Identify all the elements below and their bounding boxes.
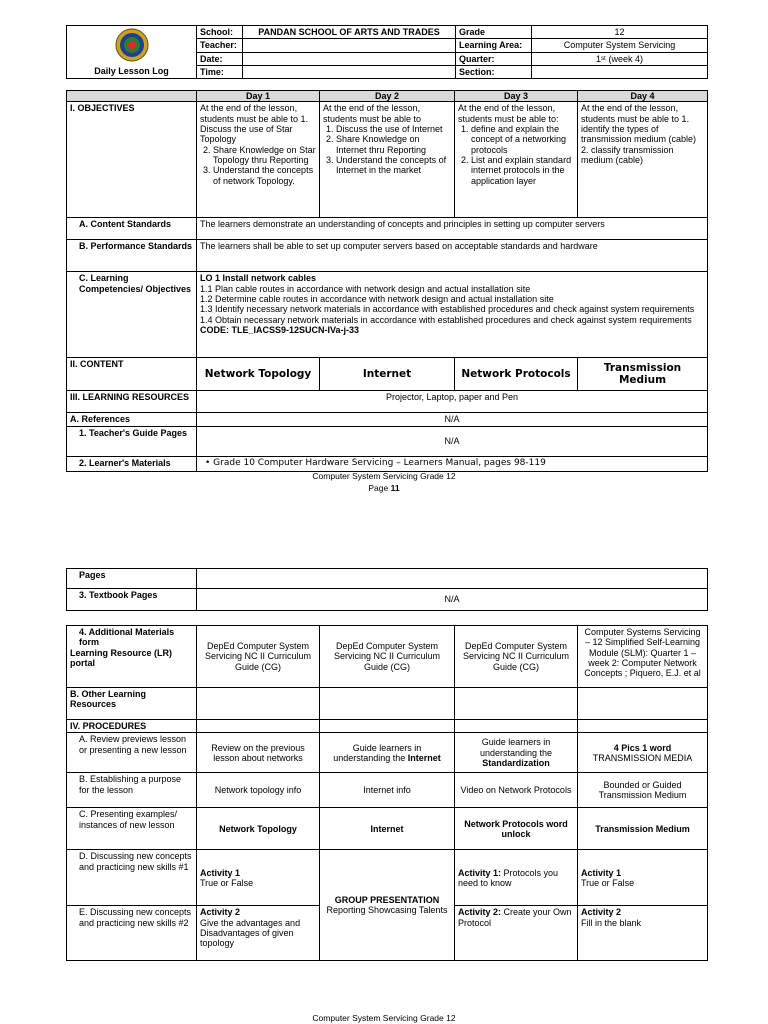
footer-text: Computer System Servicing Grade 12 [312, 471, 456, 481]
review-day4-text: TRANSMISSION MEDIA [592, 752, 693, 763]
list-item: 1. define and explain the concept of a networking protocols [471, 124, 574, 155]
competencies-row [67, 272, 708, 358]
day4-objectives-intro: At the end of the lesson, students must be able to 1. identify the types of transmission medium (cable) [581, 103, 697, 145]
references-row [67, 413, 708, 426]
day3-objectives [455, 102, 578, 218]
section-value [532, 66, 708, 79]
review-day3 [455, 733, 578, 773]
empty-cell [455, 688, 578, 720]
resources-label: III. LEARNING RESOURCES [67, 391, 197, 413]
lesson-table-page2 [66, 625, 708, 961]
list-item: 3. Understand the concepts of network Topology. [213, 165, 316, 186]
discuss1-day1-text: True or False [200, 877, 254, 888]
discuss2-day1-text: Give the advantages and Disadvantages of given topology [200, 917, 301, 949]
purpose-row [67, 773, 708, 808]
day4-objectives-item: 2. classify transmission medium (cable) [581, 144, 674, 166]
references-value: N/A [197, 413, 708, 426]
textbook-value: N/A [197, 589, 708, 611]
additional-materials-label-b: Learning Resource (LR) portal [70, 647, 173, 669]
teachers-guide-row [67, 426, 708, 456]
discuss2-day3-bold: Activity 2: [458, 907, 502, 918]
grade-value: 12 [532, 26, 708, 39]
group-presentation-text: Reporting Showcasing Talents [326, 905, 448, 916]
additional-day1: DepEd Computer System Servicing NC II Curriculum Guide (CG) [197, 626, 320, 688]
purpose-day2: Internet info [320, 773, 455, 808]
competency-item: 1.1 Plan cable routes in accordance with network design and actual installation site [200, 283, 531, 294]
competency-item: 1.3 Identify necessary network materials in accordance with established procedures and check against system requirements [200, 304, 695, 315]
discuss2-day4-bold: Activity 2 [581, 907, 622, 918]
performance-standards-label: B. Performance Standards [67, 240, 197, 272]
school-value: PANDAN SCHOOL OF ARTS AND TRADES [243, 26, 456, 39]
additional-materials-label [67, 626, 197, 688]
teacher-value [243, 39, 456, 52]
deped-seal-icon [114, 28, 150, 62]
day1-objectives-intro: At the end of the lesson, students must be able to 1. Discuss the use of Star Topology [200, 103, 309, 145]
school-label: School: [197, 26, 243, 39]
content-standards-row [67, 218, 708, 240]
day4-objectives [578, 102, 708, 218]
competency-title: LO 1 Install network cables [200, 273, 317, 284]
discuss1-day3-text: Protocols you need to know [458, 867, 559, 888]
other-resources-row [67, 688, 708, 720]
content-row [67, 358, 708, 391]
topic-day4: Transmission Medium [578, 358, 708, 391]
discuss1-day4-text: True or False [581, 877, 635, 888]
review-day3-pre: Guide learners in understanding the [479, 737, 553, 758]
content-standards-text: The learners demonstrate an understanding of concepts and principles in setting up computer servers [197, 218, 708, 240]
performance-standards-text: The learners shall be able to set up computer servers based on acceptable standards and hardware [197, 240, 708, 272]
grade-label: Grade [456, 26, 532, 39]
review-day2 [320, 733, 455, 773]
teachers-guide-label: 1. Teacher's Guide Pages [67, 426, 197, 456]
discuss1-day4-bold: Activity 1 [581, 867, 622, 878]
empty-cell [578, 688, 708, 720]
empty-cell [197, 720, 320, 733]
review-row [67, 733, 708, 773]
group-presentation-title: GROUP PRESENTATION [334, 895, 440, 905]
content-standards-label: A. Content Standards [67, 218, 197, 240]
purpose-day1: Network topology info [197, 773, 320, 808]
empty-cell [578, 720, 708, 733]
empty-cell [320, 688, 455, 720]
date-value [243, 52, 456, 65]
review-day1: Review on the previous lesson about networks [197, 733, 320, 773]
discuss1-day1 [197, 850, 320, 906]
logo-cell [67, 26, 197, 79]
discuss2-day4-text: Fill in the blank [581, 917, 642, 928]
day2-header: Day 2 [320, 91, 455, 102]
learners-materials-value: • Grade 10 Computer Hardware Servicing – Learners Manual, pages 98-119 [197, 456, 708, 471]
content-label: II. CONTENT [67, 358, 197, 391]
pages-value [197, 569, 708, 589]
resources-row [67, 391, 708, 413]
day3-header: Day 3 [455, 91, 578, 102]
purpose-day3: Video on Network Protocols [455, 773, 578, 808]
area-value: Computer System Servicing [532, 39, 708, 52]
topic-day3: Network Protocols [455, 358, 578, 391]
day4-header: Day 4 [578, 91, 708, 102]
page-label: Page [368, 482, 389, 493]
day1-objectives [197, 102, 320, 218]
list-item: 2. Share Knowledge on Star Topology thru Reporting [213, 145, 316, 166]
learners-materials-label: 2. Learner's Materials [67, 456, 197, 471]
discuss1-row [67, 850, 708, 906]
discuss1-label: D. Discussing new concepts and practicing new skills #1 [67, 850, 197, 906]
pages-label: Pages [67, 569, 197, 589]
empty-cell [197, 688, 320, 720]
teachers-guide-value: N/A [197, 426, 708, 456]
additional-day4: Computer Systems Servicing – 12 Simplified Self-Learning Module (SLM): Quarter 1 – week 2: Computer Network Concepts ; Piquero, E.J. et al [578, 626, 708, 688]
page1-footer [0, 472, 768, 494]
topic-day1: Network Topology [197, 358, 320, 391]
day-header-row [67, 91, 708, 102]
purpose-day4: Bounded or Guided Transmission Medium [578, 773, 708, 808]
examples-label: C. Presenting examples/ instances of new lesson [67, 808, 197, 850]
review-day2-pre: Guide learners in understanding the [333, 742, 422, 763]
page-value: 11 [390, 482, 400, 493]
empty-cell [320, 720, 455, 733]
objectives-row [67, 102, 708, 218]
examples-day1: Network Topology [197, 808, 320, 850]
competency-code: CODE: TLE_IACSS9-12SUCN-IVa-j-33 [200, 325, 360, 336]
discuss2-day4 [578, 906, 708, 961]
competencies-label: C. Learning Competencies/ Objectives [67, 272, 197, 358]
competencies-text [197, 272, 708, 358]
list-item: 1. Discuss the use of Internet [336, 124, 451, 134]
examples-day2: Internet [320, 808, 455, 850]
additional-materials-label-a: 4. Additional Materials form [79, 627, 175, 648]
discuss2-day3-text: Create your Own Protocol [458, 907, 572, 928]
discuss1-day1-bold: Activity 1 [200, 867, 241, 878]
list-item: 3. Understand the concepts of Internet in the market [336, 155, 451, 176]
discuss2-day3 [455, 906, 578, 961]
performance-standards-row [67, 240, 708, 272]
group-presentation [320, 850, 455, 961]
time-label: Time: [197, 66, 243, 79]
review-label: A. Review previews lesson or presenting a new lesson [67, 733, 197, 773]
date-label: Date: [197, 52, 243, 65]
resources-value: Projector, Laptop, paper and Pen [197, 391, 708, 413]
corner-cell [67, 91, 197, 102]
discuss2-day1-bold: Activity 2 [200, 907, 241, 918]
purpose-label: B. Establishing a purpose for the lesson [67, 773, 197, 808]
lesson-table-page2-top [66, 568, 708, 611]
review-day3-bold: Standardization [482, 758, 550, 769]
objectives-label: I. OBJECTIVES [67, 102, 197, 218]
review-day4-bold: 4 Pics 1 word [613, 742, 672, 753]
time-value [243, 66, 456, 79]
discuss2-day1 [197, 906, 320, 961]
examples-row [67, 808, 708, 850]
discuss1-day3 [455, 850, 578, 906]
discuss1-day4 [578, 850, 708, 906]
procedures-row [67, 720, 708, 733]
list-item: 2. List and explain standard internet protocols in the application layer [471, 155, 574, 186]
other-resources-label: B. Other Learning Resources [67, 688, 197, 720]
list-item: 2. Share Knowledge on Internet thru Reporting [336, 134, 451, 155]
references-label: A. References [67, 413, 197, 426]
additional-materials-row [67, 626, 708, 688]
header-table [66, 25, 708, 79]
area-label: Learning Area: [456, 39, 532, 52]
quarter-value: 1ˢᵗ (week 4) [532, 52, 708, 65]
examples-day4: Transmission Medium [578, 808, 708, 850]
competency-item: 1.2 Determine cable routes in accordance with network design and actual installation site [200, 294, 554, 305]
day2-objectives [320, 102, 455, 218]
competency-item: 1.4 Obtain necessary network materials in accordance with established procedures and check against system requirements [200, 314, 692, 325]
day1-header: Day 1 [197, 91, 320, 102]
discuss2-label: E. Discussing new concepts and practicing new skills #2 [67, 906, 197, 961]
textbook-label: 3. Textbook Pages [67, 589, 197, 611]
lesson-table-page1 [66, 90, 708, 472]
empty-cell [455, 720, 578, 733]
quarter-label: Quarter: [456, 52, 532, 65]
additional-day3: DepEd Computer System Servicing NC II Curriculum Guide (CG) [455, 626, 578, 688]
discuss1-day3-bold: Activity 1: [458, 867, 502, 878]
page2-footer: Computer System Servicing Grade 12 [312, 1013, 456, 1023]
examples-day3: Network Protocols word unlock [455, 808, 578, 850]
page-number [0, 484, 768, 494]
review-day4 [578, 733, 708, 773]
log-title: Daily Lesson Log [94, 66, 169, 77]
learners-materials-row [67, 456, 708, 471]
day3-objectives-intro: At the end of the lesson, students must be able to: [458, 103, 559, 124]
review-day2-bold: Internet [407, 752, 441, 763]
topic-day2: Internet [320, 358, 455, 391]
day2-objectives-intro: At the end of the lesson, students must be able to [323, 103, 422, 124]
additional-day2: DepEd Computer System Servicing NC II Curriculum Guide (CG) [320, 626, 455, 688]
section-label: Section: [456, 66, 532, 79]
procedures-label: IV. PROCEDURES [67, 720, 197, 733]
teacher-label: Teacher: [197, 39, 243, 52]
